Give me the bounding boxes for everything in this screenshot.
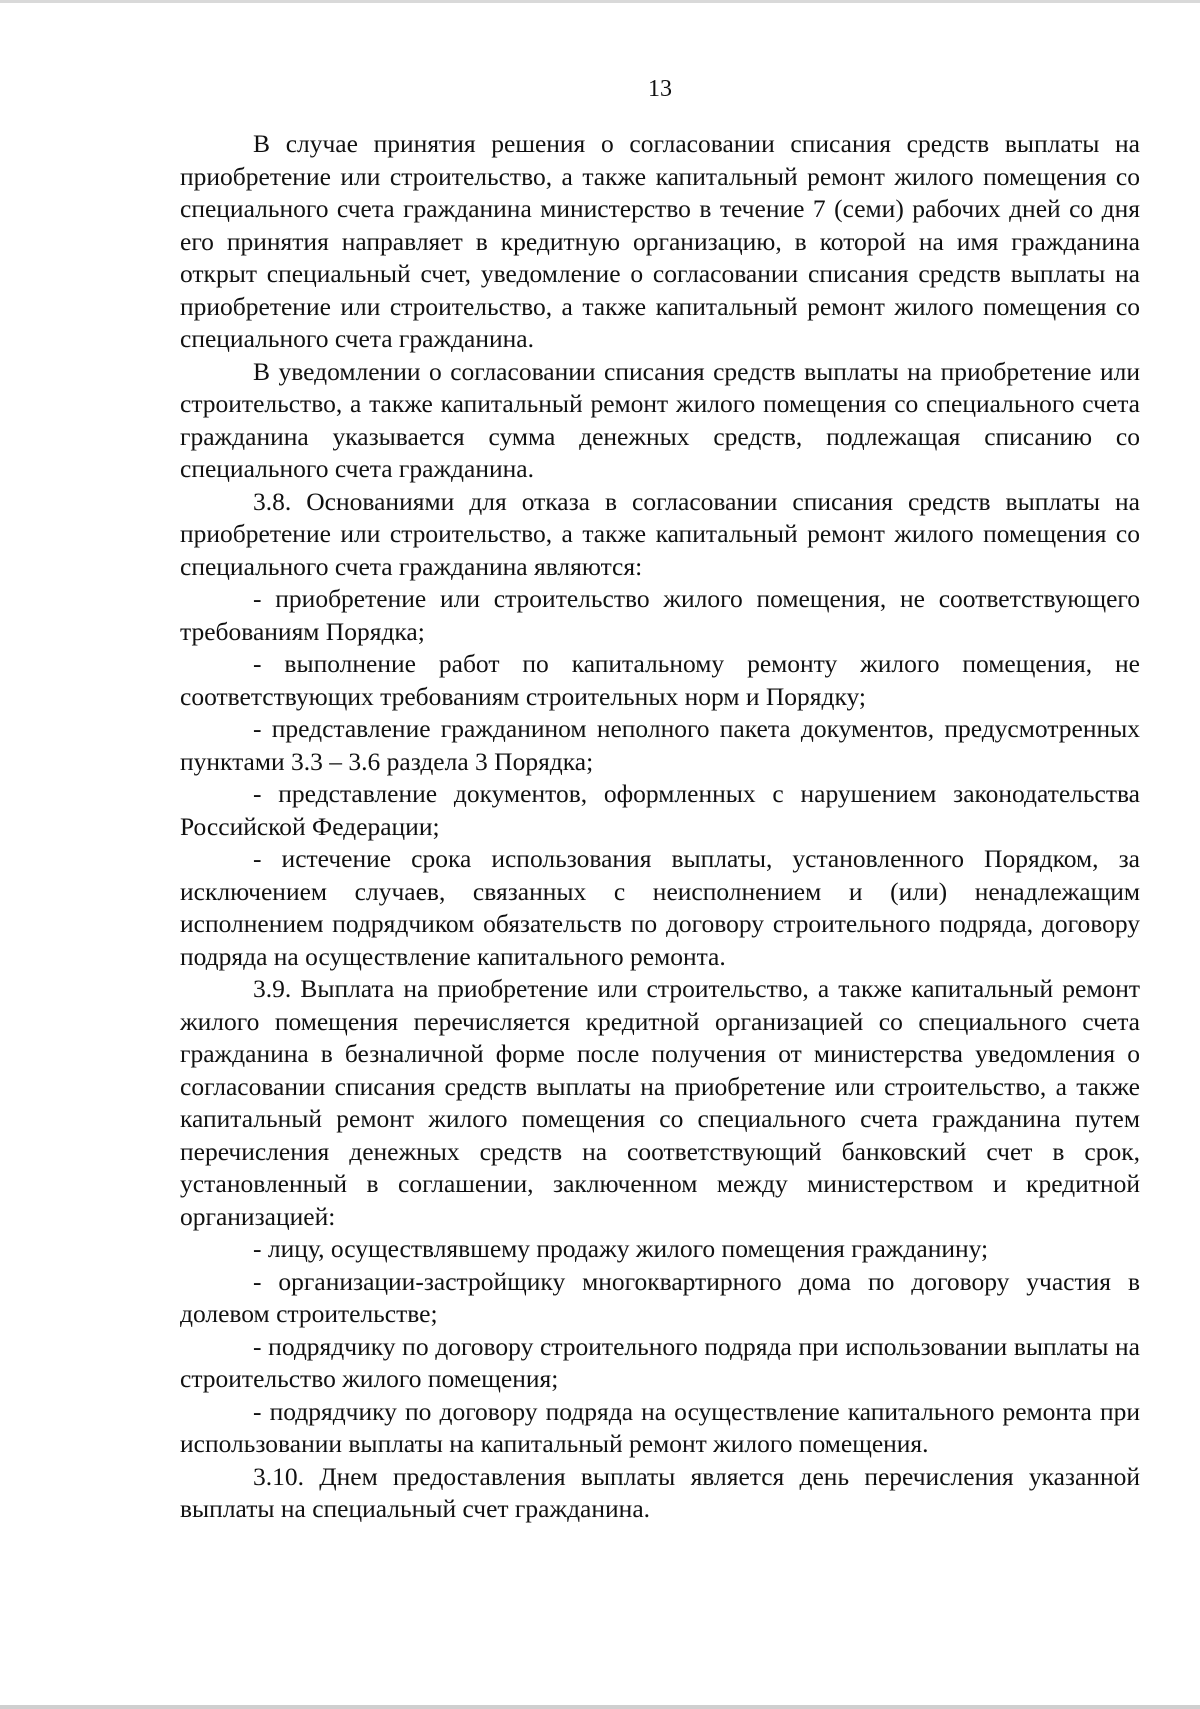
list-item-refusal-purchase: - приобретение или строительство жилого помещения, не соответствующего требованиям Порядка; bbox=[180, 584, 1140, 646]
paragraph-3-8: 3.8. Основаниями для отказа в согласовании списания средств выплаты на приобретение или строительство, а также капитальный ремонт жилого помещения со специального счета гражданина являются: bbox=[180, 486, 1140, 581]
paragraph-approval-notice: В случае принятия решения о согласовании списания средств выплаты на приобретение или строительство, а также капитальный ремонт жилого помещения со специального счета гражданина министерство в течение 7 (семи) рабочих дней со дня его принятия направляет в кредитную организацию, в которой на имя гражданина открыт специальный счет, уведомление о согласовании списания средств выплаты на приобретение или строительство, а также капитальный ремонт жилого помещения со специального счета гражданина. bbox=[180, 129, 1140, 353]
list-item-refusal-violation: - представление документов, оформленных с нарушением законодательства Российской Федерации; bbox=[180, 779, 1140, 841]
scan-edge-bottom bbox=[0, 1705, 1200, 1709]
list-item-recipient-construction-contractor: - подрядчику по договору строительного подряда при использовании выплаты на строительство жилого помещения; bbox=[180, 1331, 1140, 1393]
list-item-refusal-incomplete-documents: - представление гражданином неполного пакета документов, предусмотренных пунктами 3.3 – 3.6 раздела 3 Порядка; bbox=[180, 714, 1140, 776]
paragraph-3-9: 3.9. Выплата на приобретение или строительство, а также капитальный ремонт жилого помещения перечисляется кредитной организацией со специального счета гражданина в безналичной форме после получения от министерства уведомления о согласовании списания средств выплаты на приобретение или строительство, а также капитальный ремонт жилого помещения со специального счета гражданина путем перечисления денежных средств на соответствующий банковский счет в срок, установленный в соглашении, заключенном между министерством и кредитной организацией: bbox=[180, 974, 1140, 1231]
list-item-recipient-repair-contractor: - подрядчику по договору подряда на осуществление капитального ремонта при использовании выплаты на капитальный ремонт жилого помещения. bbox=[180, 1396, 1140, 1458]
paragraph-notice-contents: В уведомлении о согласовании списания средств выплаты на приобретение или строительство, а также капитальный ремонт жилого помещения со специального счета гражданина указывается сумма денежных средств, подлежащая списанию со специального счета гражданина. bbox=[180, 356, 1140, 483]
page-number: 13 bbox=[648, 76, 672, 102]
list-item-refusal-repair-works: - выполнение работ по капитальному ремонту жилого помещения, не соответствующих требованиям строительных норм и Порядку; bbox=[180, 649, 1140, 711]
document-body bbox=[180, 128, 1140, 1526]
list-item-recipient-developer: - организации-застройщику многоквартирного дома по договору участия в долевом строительстве; bbox=[180, 1266, 1140, 1328]
list-item-recipient-seller: - лицу, осуществлявшему продажу жилого помещения гражданину; bbox=[253, 1234, 989, 1263]
paragraph-3-10: 3.10. Днем предоставления выплаты является день перечисления указанной выплаты на специальный счет гражданина. bbox=[180, 1461, 1140, 1523]
scan-edge-top bbox=[0, 0, 1200, 3]
list-item-refusal-term-expired: - истечение срока использования выплаты, установленного Порядком, за исключением случаев, связанных с неисполнением и (или) ненадлежащим исполнением подрядчиком обязательств по договору строительного подряда, договору подряда на осуществление капитального ремонта. bbox=[180, 844, 1140, 971]
